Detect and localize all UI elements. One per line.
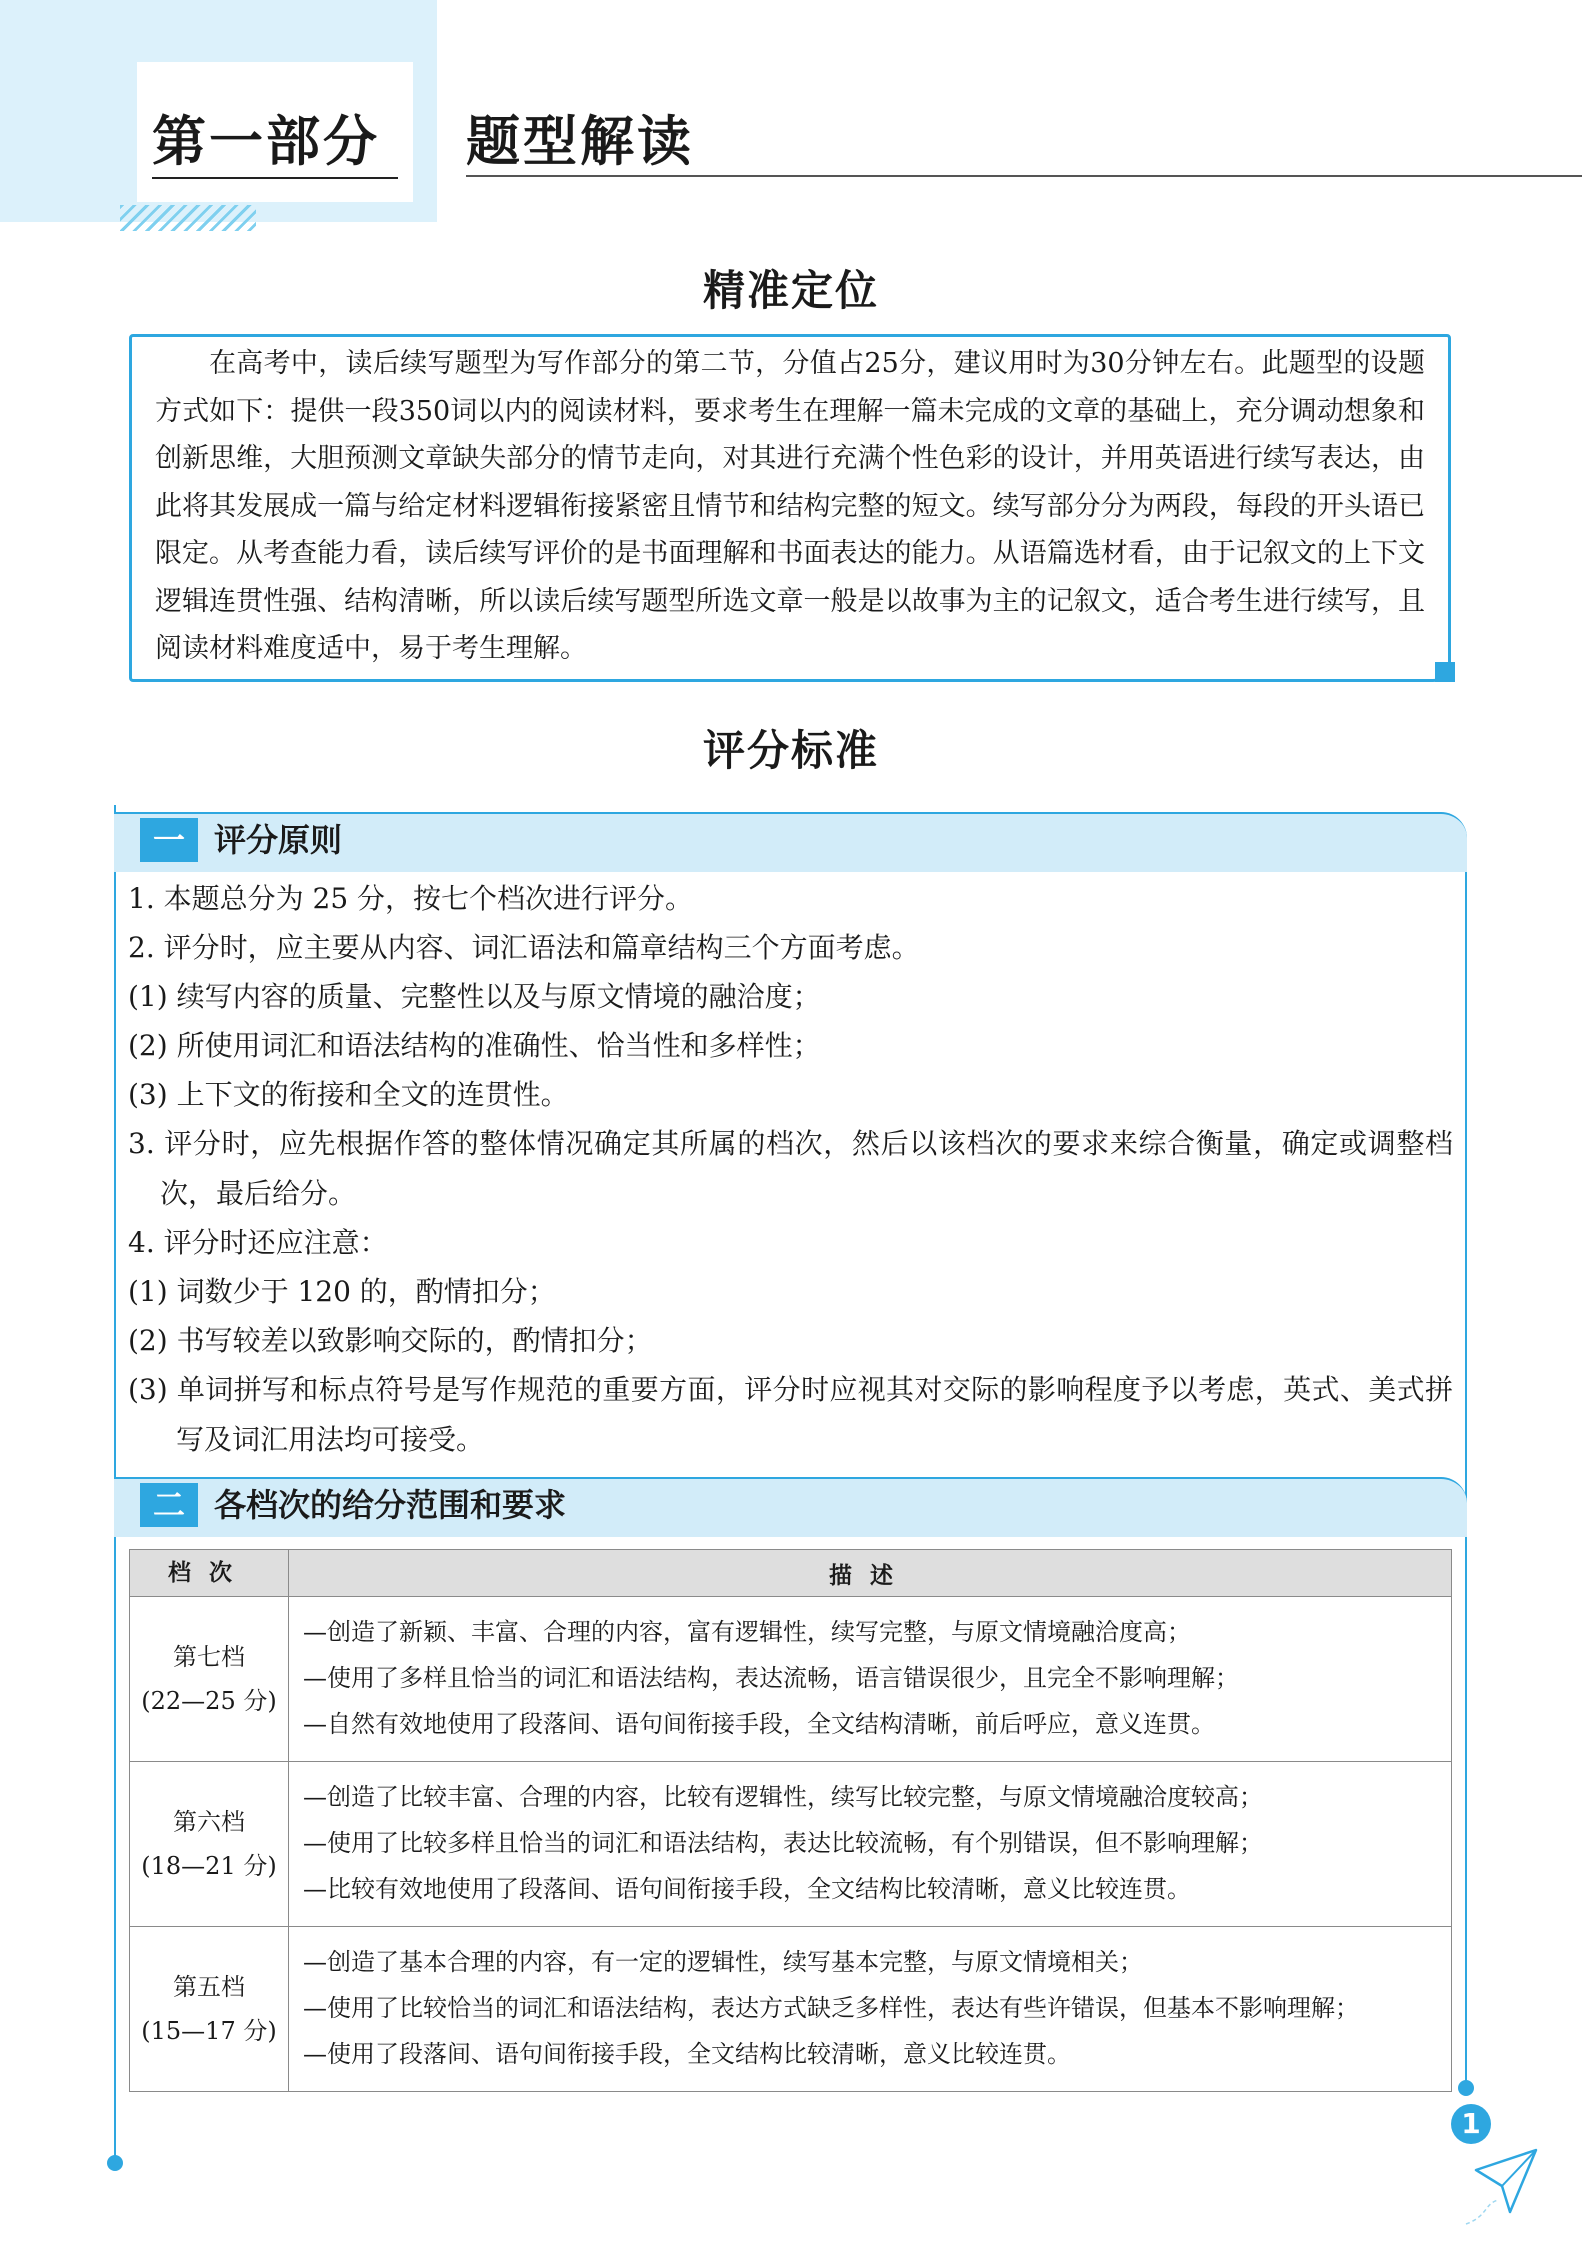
part-title: 题型解读 [466,110,694,173]
subsection-title: 各档次的给分范围和要求 [214,1486,567,1524]
panel-right-rail [1465,845,1467,2090]
panel-left-rail-dot [107,2155,123,2171]
rule-line: (2) 书写较差以致影响交际的，酌情扣分； [128,1324,653,1357]
table-row [130,1927,1452,2092]
grade-table [129,1549,1452,2092]
description-cell [289,1762,1452,1927]
description-cell [289,1927,1452,2092]
description-line: —创造了比较丰富、合理的内容，比较有逻辑性，续写比较完整，与原文情境融洽度较高； [303,1783,1263,1811]
grade-cell [130,1597,289,1762]
description-line: —使用了段落间、语句间衔接手段，全文结构比较清晰，意义比较连贯。 [303,2040,1071,2068]
grade-name: 第七档 [173,1643,245,1671]
description-line: —使用了多样且恰当的词汇和语法结构，表达流畅，语言错误很少，且完全不影响理解； [303,1664,1239,1692]
rule-line: (1) 续写内容的质量、完整性以及与原文情境的融洽度； [128,980,821,1013]
grade-name: 第五档 [173,1973,245,2001]
paper-plane-icon [1458,2120,1558,2230]
page-number: 1 [1451,2104,1491,2144]
description-line: —创造了基本合理的内容，有一定的逻辑性，续写基本完整，与原文情境相关； [303,1948,1143,1976]
grade-name: 第六档 [173,1808,245,1836]
table-row [130,1762,1452,1927]
rule-line: 4. 评分时还应注意： [128,1226,388,1259]
table-header-row [130,1550,1452,1597]
grade-cell [130,1927,289,2092]
grade-range: (15—17 分) [141,2017,277,2045]
table-header-description: 描述 [289,1550,1452,1597]
grade-range: (18—21 分) [141,1852,277,1880]
part-label: 第一部分 [152,110,380,173]
part-label-underline [152,177,398,179]
description-line: —创造了新颖、丰富、合理的内容，富有逻辑性，续写完整，与原文情境融洽度高； [303,1618,1191,1646]
description-cell [289,1597,1452,1762]
subsection-title: 评分原则 [214,821,343,859]
description-line: —使用了比较多样且恰当的词汇和语法结构，表达比较流畅，有个别错误，但不影响理解； [303,1829,1263,1857]
table-row [130,1597,1452,1762]
subsection-number-badge: 一 [140,818,198,862]
rule-line: 3. 评分时，应先根据作答的整体情况确定其所属的档次，然后以该档次的要求来综合衡量，确定或调整档次，最后给分。 [128,1127,1453,1210]
rule-line: (2) 所使用词汇和语法结构的准确性、恰当性和多样性； [128,1029,821,1062]
grade-cell [130,1762,289,1927]
title-rule [466,175,1582,177]
table-header-grade: 档次 [130,1550,289,1597]
panel-right-rail-dot [1458,2080,1474,2096]
rule-line: (1) 词数少于 120 的，酌情扣分； [128,1275,556,1308]
description-line: —使用了比较恰当的词汇和语法结构，表达方式缺乏多样性，表达有些许错误，但基本不影响理解； [303,1994,1359,2022]
description-line: —自然有效地使用了段落间、语句间衔接手段，全文结构清晰，前后呼应，意义连贯。 [303,1710,1215,1738]
section-heading-scoring: 评分标准 [702,726,879,775]
rule-line: (3) 单词拼写和标点符号是写作规范的重要方面，评分时应视其对交际的影响程度予以考虑，英式、美式拼写及词汇用法均可接受。 [128,1373,1453,1456]
intro-corner-tab [1435,662,1455,682]
rule-line: 1. 本题总分为 25 分，按七个档次进行评分。 [128,882,694,915]
section-heading-positioning: 精准定位 [702,266,879,315]
rule-line: 2. 评分时，应主要从内容、词汇语法和篇章结构三个方面考虑。 [128,931,920,964]
grade-range: (22—25 分) [141,1687,277,1715]
header-hatch-decoration [120,205,256,231]
rule-line: (3) 上下文的衔接和全文的连贯性。 [128,1078,569,1111]
intro-paragraph: 在高考中，读后续写题型为写作部分的第二节，分值占25分，建议用时为30分钟左右。此题型的设题方式如下：提供一段350词以内的阅读材料，要求考生在理解一篇未完成的文章的基础上，充分调动想象和创新思维，大胆预测文章缺失部分的情节走向，对其进行充满个性色彩的设计，并用英语进行续写表达，由此将其发展成一篇与给定材料逻辑衔接紧密且情节和结构完整的短文。续写部分分为两段，每段的开头语已限定。从考查能力看，读后续写评价的是书面理解和书面表达的能力。从语篇选材看，由于记叙文的上下文逻辑连贯性强、结构清晰，所以读后续写题型所选文章一般是以故事为主的记叙文，适合考生进行续写，且阅读材料难度适中，易于考生理解。 [155,348,1425,664]
subsection-number-badge: 二 [140,1483,198,1527]
description-line: —比较有效地使用了段落间、语句间衔接手段，全文结构比较清晰，意义比较连贯。 [303,1875,1191,1903]
